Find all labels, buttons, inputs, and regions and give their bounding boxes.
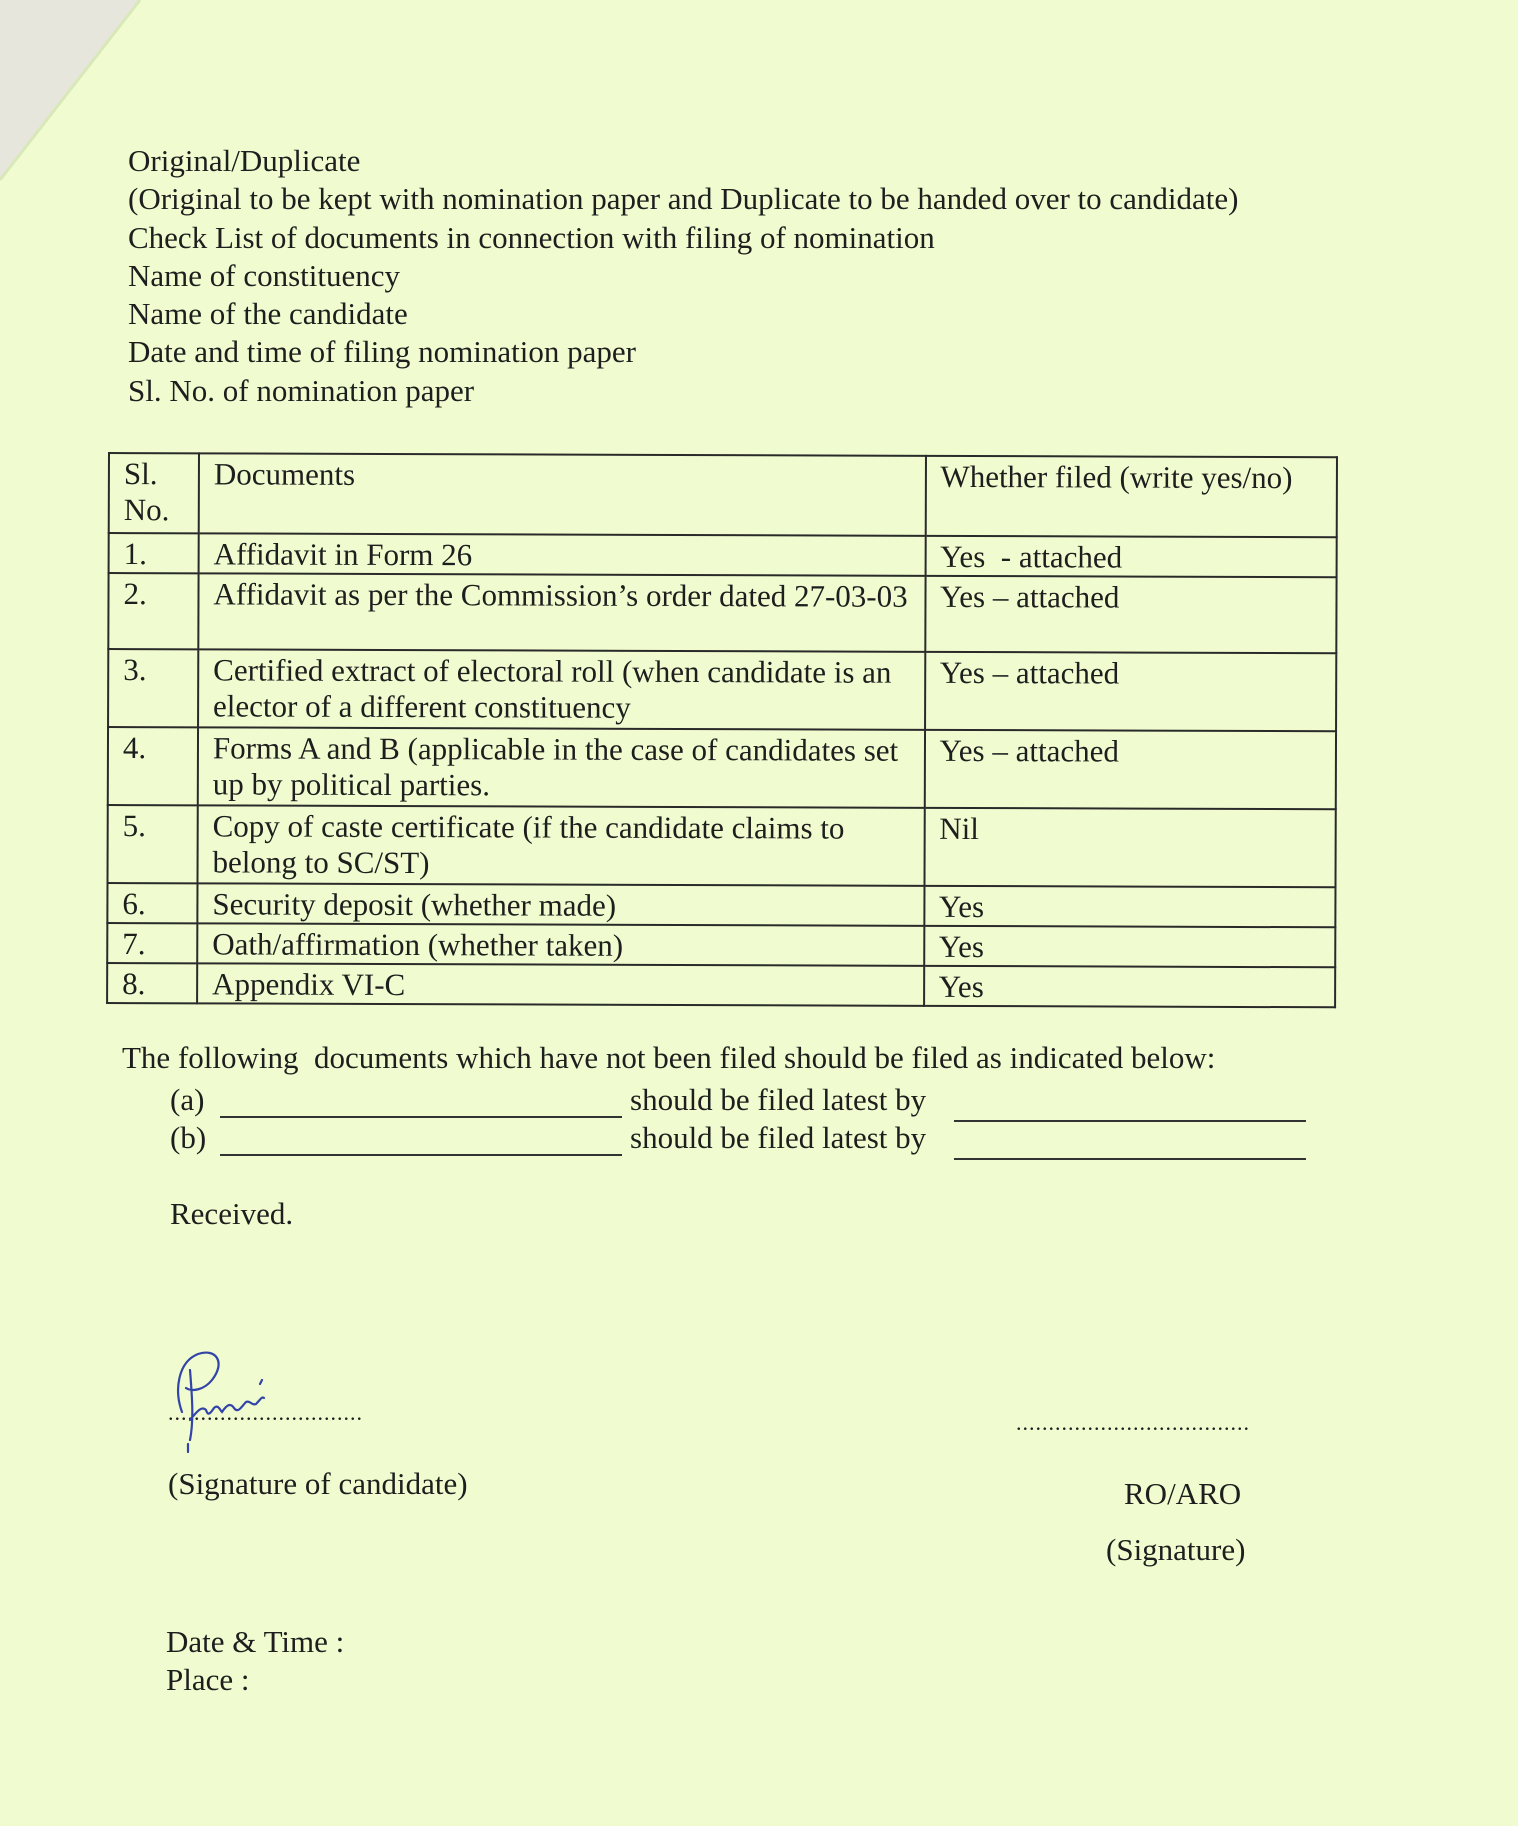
candidate-signature-line: .............................. bbox=[168, 1400, 363, 1425]
candidate-name-label: Name of the candidate bbox=[128, 296, 408, 332]
pending-item-b-date-blank bbox=[954, 1158, 1306, 1160]
row-document: Security deposit (whether made) bbox=[197, 883, 924, 926]
documents-checklist-table bbox=[106, 452, 1338, 1008]
table-row bbox=[107, 805, 1335, 887]
table-row bbox=[107, 923, 1335, 967]
header-whether-filed: Whether filed (write yes/no) bbox=[925, 456, 1337, 537]
row-filed-status: Yes – attached bbox=[925, 652, 1337, 731]
table-row bbox=[108, 573, 1336, 653]
header-documents: Documents bbox=[199, 453, 926, 536]
date-time-label: Date & Time : bbox=[166, 1624, 345, 1659]
constituency-label: Name of constituency bbox=[128, 257, 401, 293]
ro-aro-title: RO/ARO bbox=[1124, 1476, 1242, 1511]
pending-item-b-document-blank bbox=[220, 1154, 622, 1156]
row-sl-no: 8. bbox=[107, 963, 197, 1003]
filing-datetime-label: Date and time of filing nomination paper bbox=[128, 334, 636, 370]
row-document: Oath/affirmation (whether taken) bbox=[197, 923, 924, 966]
ro-signature-line: .................................... bbox=[1016, 1410, 1250, 1435]
table-row bbox=[108, 727, 1336, 809]
row-sl-no: 2. bbox=[108, 573, 198, 649]
row-filed-status: Yes bbox=[924, 926, 1336, 967]
row-document: Affidavit in Form 26 bbox=[199, 533, 926, 576]
table-row bbox=[107, 963, 1335, 1007]
row-sl-no: 1. bbox=[109, 533, 199, 573]
row-sl-no: 7. bbox=[107, 923, 197, 963]
copy-instruction-line: (Original to be kept with nomination paper and Duplicate to be handed over to candidate) bbox=[128, 181, 1239, 217]
row-document: Appendix VI-C bbox=[197, 963, 924, 1006]
header-sl-no: Sl. No. bbox=[109, 453, 199, 533]
candidate-signature-label: (Signature of candidate) bbox=[168, 1466, 468, 1501]
table-row bbox=[109, 533, 1337, 577]
form-header bbox=[128, 142, 1238, 410]
pending-item-b-label: (b) bbox=[170, 1120, 207, 1155]
row-filed-status: Yes – attached bbox=[924, 730, 1336, 809]
candidate-signature bbox=[168, 1340, 298, 1460]
row-sl-no: 6. bbox=[107, 883, 197, 923]
ro-signature-label: (Signature) bbox=[1106, 1532, 1246, 1567]
pending-item-a-date-blank bbox=[954, 1120, 1306, 1122]
checklist-title: Check List of documents in connection with filing of nomination bbox=[128, 219, 935, 255]
row-sl-no: 3. bbox=[108, 649, 198, 727]
pending-item-a-deadline-text: should be filed latest by bbox=[630, 1082, 927, 1117]
row-sl-no: 5. bbox=[107, 805, 197, 883]
copy-type-line: Original/Duplicate bbox=[128, 143, 361, 178]
row-document: Affidavit as per the Commission’s order dated 27-03-03 bbox=[198, 573, 925, 652]
pending-item-b-deadline-text: should be filed latest by bbox=[630, 1120, 927, 1155]
table-row bbox=[107, 883, 1335, 927]
row-sl-no: 4. bbox=[108, 727, 198, 805]
row-document: Certified extract of electoral roll (when candidate is an elector of a different constituency bbox=[198, 649, 925, 730]
place-label: Place : bbox=[166, 1662, 250, 1697]
row-filed-status: Yes bbox=[924, 966, 1336, 1007]
pending-item-a-document-blank bbox=[220, 1116, 622, 1118]
row-document: Forms A and B (applicable in the case of candidates set up by political parties. bbox=[198, 727, 925, 808]
table-row bbox=[108, 649, 1336, 731]
pending-documents-intro: The following documents which have not been filed should be filed as indicated below: bbox=[122, 1040, 1216, 1075]
pending-item-a-label: (a) bbox=[170, 1082, 205, 1117]
row-filed-status: Yes - attached bbox=[925, 536, 1337, 577]
row-filed-status: Nil bbox=[924, 808, 1336, 887]
row-filed-status: Yes – attached bbox=[925, 576, 1337, 653]
received-label: Received. bbox=[170, 1196, 294, 1231]
table-header-row bbox=[109, 453, 1337, 537]
row-document: Copy of caste certificate (if the candidate claims to belong to SC/ST) bbox=[197, 805, 924, 886]
nomination-serial-label: Sl. No. of nomination paper bbox=[128, 372, 475, 408]
row-filed-status: Yes bbox=[924, 886, 1336, 927]
